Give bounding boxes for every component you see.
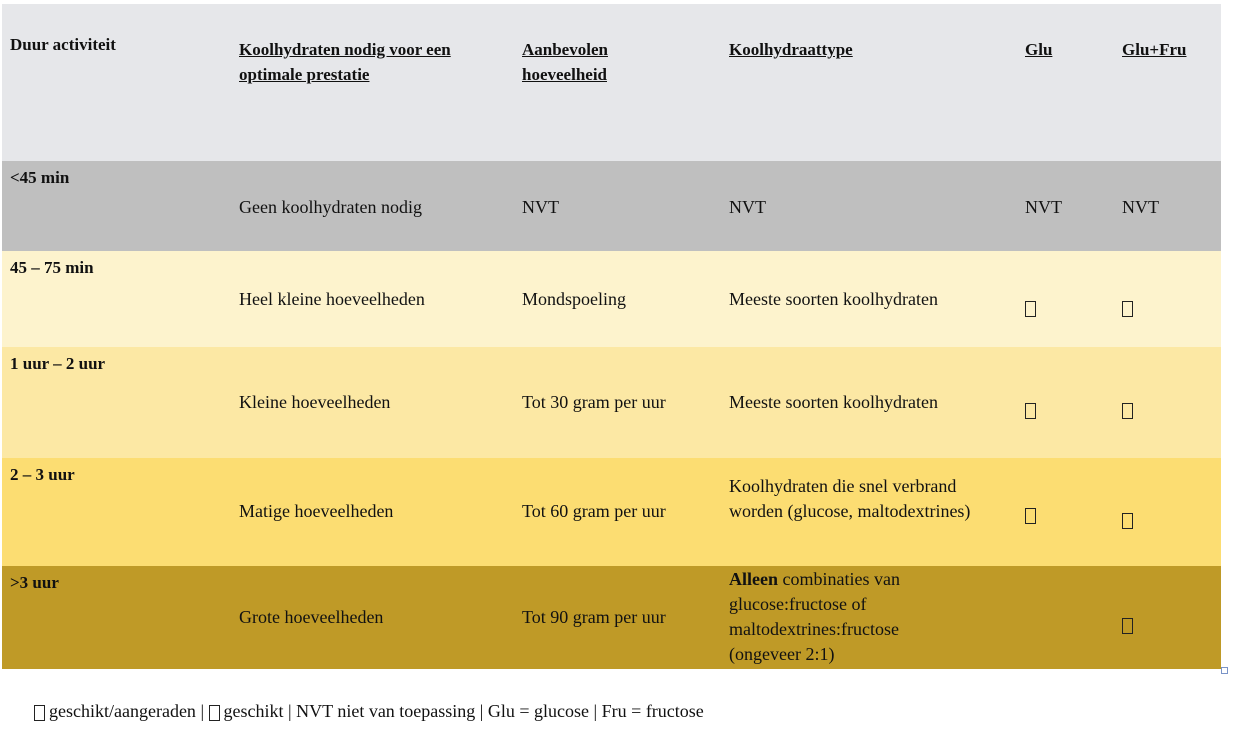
header-glu: Glu [1025, 40, 1053, 59]
symbol-box-icon [1025, 301, 1036, 317]
duration-cell: >3 uur [10, 573, 59, 592]
header-carb-type: Koolhydraattype [729, 40, 853, 59]
glu-fru-cell [1122, 612, 1133, 637]
glu-cell [1025, 295, 1036, 320]
recommended-cell: Mondspoeling [522, 289, 627, 309]
duration-cell: <45 min [10, 168, 70, 187]
recommended-cell: Tot 60 gram per uur [522, 501, 666, 521]
recommended-cell: NVT [522, 197, 559, 217]
symbol-box-icon [1025, 403, 1036, 419]
glu-fru-cell [1122, 397, 1133, 422]
legend-fru: Fru = fructose [601, 701, 704, 721]
legend-glu: Glu = glucose [487, 701, 590, 721]
legend-separator: | [288, 701, 292, 721]
glu-cell: NVT [1025, 197, 1062, 217]
carbohydrate-table [2, 4, 1221, 669]
carb-type-cell: NVT [729, 197, 766, 217]
glu-fru-cell: NVT [1122, 197, 1159, 217]
duration-cell: 1 uur – 2 uur [10, 354, 106, 373]
carbs-needed-cell: Grote hoeveelheden [239, 607, 384, 627]
symbol-box-icon [1122, 513, 1133, 529]
carbs-needed-cell: Kleine hoeveelheden [239, 392, 391, 412]
legend [34, 699, 704, 724]
legend-nvt: NVT niet van toepassing [296, 701, 476, 721]
symbol-box-icon [34, 705, 45, 721]
table-row [2, 251, 1221, 347]
header-duration: Duur activiteit [10, 35, 116, 54]
carb-type-cell: Meeste soorten koolhydraten [729, 289, 938, 309]
legend-separator: | [593, 701, 598, 721]
carbs-needed-cell: Matige hoeveelheden [239, 501, 394, 521]
carbs-needed-cell: Geen koolhydraten nodig [239, 197, 422, 217]
glu-fru-cell [1122, 295, 1133, 320]
table-resize-handle[interactable] [1221, 667, 1228, 674]
symbol-box-icon [1122, 403, 1133, 419]
glu-fru-cell [1122, 507, 1133, 532]
symbol-box-icon [1122, 301, 1133, 317]
header-carbs-needed: Koolhydraten nodig voor een optimale prestatie [239, 40, 451, 84]
table-header-row [2, 4, 1221, 161]
duration-cell: 2 – 3 uur [10, 465, 75, 484]
carb-type-cell [729, 567, 959, 667]
table-row [2, 161, 1221, 251]
table-row [2, 566, 1221, 669]
header-recommended: Aanbevolen hoeveelheid [522, 40, 608, 84]
recommended-cell: Tot 30 gram per uur [522, 392, 666, 412]
legend-separator: | [200, 701, 205, 721]
carb-type-cell: Koolhydraten die snel verbrand worden (glucose, maltodextrines) [729, 476, 971, 521]
duration-cell: 45 – 75 min [10, 258, 94, 277]
carb-type-cell: Meeste soorten koolhydraten [729, 392, 938, 412]
table-row [2, 347, 1221, 458]
symbol-box-icon [209, 705, 220, 721]
glu-cell [1025, 502, 1036, 527]
carb-type-emphasis: Alleen [729, 569, 778, 589]
symbol-box-icon [1025, 508, 1036, 524]
glu-cell [1025, 397, 1036, 422]
symbol-box-icon [1122, 618, 1133, 634]
legend-recommended: geschikt/aangeraden [49, 701, 196, 721]
recommended-cell: Tot 90 gram per uur [522, 607, 666, 627]
legend-separator: | [479, 701, 484, 721]
legend-suitable: geschikt [223, 701, 284, 721]
table-row [2, 458, 1221, 566]
carb-type-text: combinaties van glucose:fructose of maltodextrines:fructose (ongeveer 2:1) [729, 569, 900, 664]
carbs-needed-cell: Heel kleine hoeveelheden [239, 289, 425, 309]
header-glu-fru: Glu+Fru [1122, 40, 1187, 59]
